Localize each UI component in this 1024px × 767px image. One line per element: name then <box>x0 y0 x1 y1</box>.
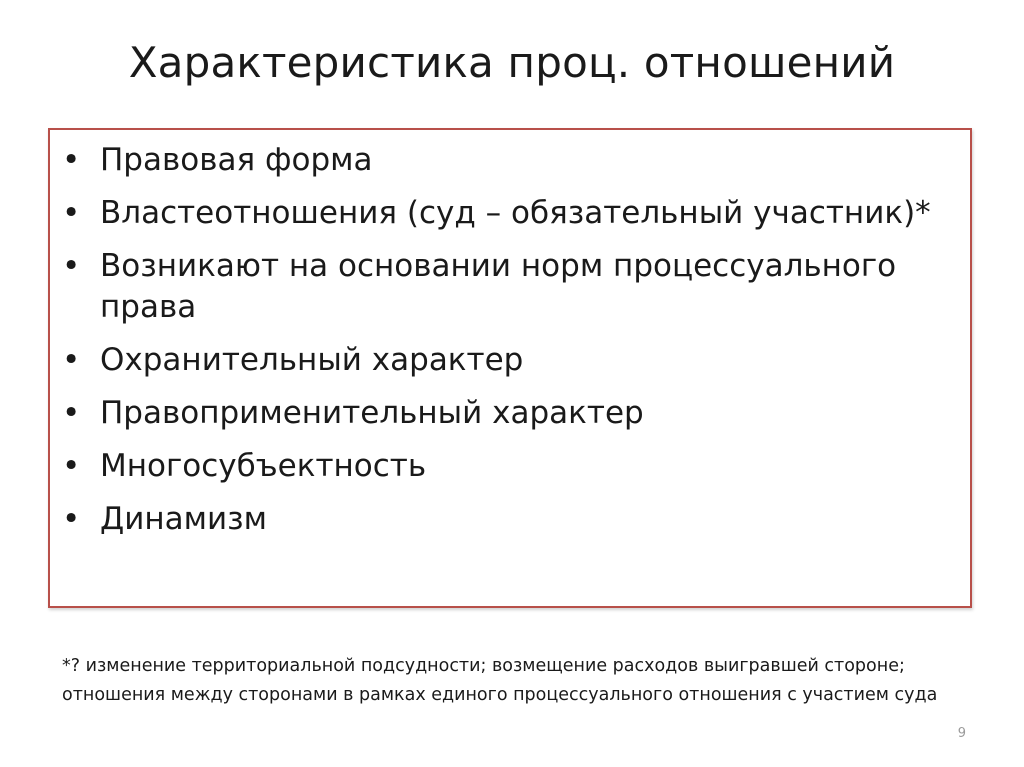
bullet-text: Властеотношения (суд – обязательный участник)* <box>100 195 931 231</box>
bullet-item <box>50 193 970 234</box>
bullet-marker: • <box>62 501 81 537</box>
bullet-item <box>50 393 970 434</box>
bullet-list <box>50 130 970 540</box>
bullet-box <box>48 128 972 608</box>
bullet-marker: • <box>62 448 81 484</box>
bullet-marker: • <box>62 142 81 178</box>
bullet-item <box>50 446 970 487</box>
slide-number: 9 <box>957 726 966 741</box>
bullet-item <box>50 140 970 181</box>
bullet-text: Многосубъектность <box>100 448 427 484</box>
bullet-marker: • <box>62 342 81 378</box>
bullet-item <box>50 246 970 328</box>
bullet-marker: • <box>62 248 81 284</box>
bullet-text: Правоприменительный характер <box>100 395 644 431</box>
bullet-text: Возникают на основании норм процессуального права <box>100 248 897 325</box>
bullet-marker: • <box>62 395 81 431</box>
bullet-text: Охранительный характер <box>100 342 524 378</box>
slide-title: Характеристика проц. отношений <box>128 38 896 87</box>
bullet-text: Правовая форма <box>100 142 373 178</box>
footnote: *? изменение территориальной подсудности; возмещение расходов выигравшей стороне; отношения между сторонами в рамках единого процессуального отношения с участием суда <box>62 656 938 705</box>
bullet-text: Динамизм <box>100 501 268 537</box>
bullet-item <box>50 499 970 540</box>
bullet-marker: • <box>62 195 81 231</box>
bullet-item <box>50 340 970 381</box>
